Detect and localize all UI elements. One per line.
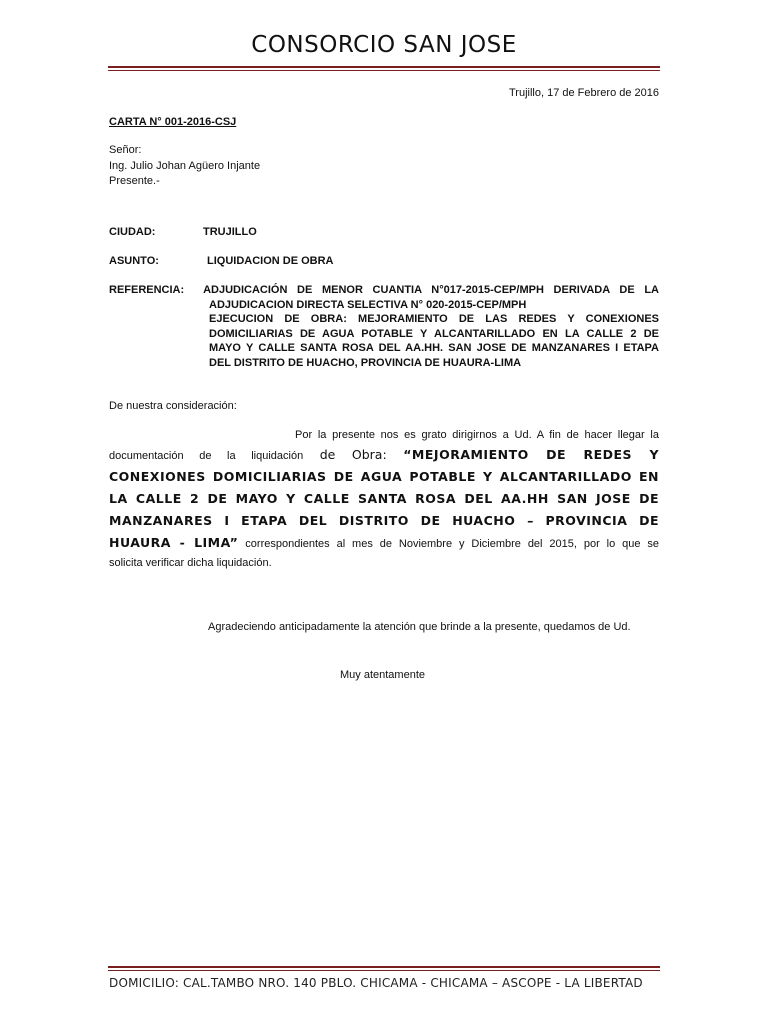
referencia-line-4: DOMICILIARIAS DE AGUA POTABLE Y ALCANTARILLADO EN LA CALLE 2 DE bbox=[209, 327, 659, 340]
referencia-line-5: MAYO Y CALLE SANTA ROSA DEL AA.HH. SAN JOSE DE MANZANARES I ETAPA bbox=[209, 342, 659, 354]
referencia-label: REFERENCIA: bbox=[109, 284, 185, 296]
footer-divider bbox=[108, 966, 660, 971]
letter-body bbox=[109, 426, 659, 572]
referencia-line-3: EJECUCION DE OBRA: MEJORAMIENTO DE LAS REDES Y CONEXIONES bbox=[209, 313, 659, 325]
body-line-2-mid: de Obra: bbox=[303, 447, 404, 462]
ciudad-value: TRUJILLO bbox=[203, 226, 257, 238]
recipient-presente: Presente.- bbox=[109, 175, 160, 187]
body-line-7: solicita verificar dicha liquidación. bbox=[109, 557, 272, 569]
body-line-6-rest: correspondientes al mes de Noviembre y Diciembre del 2015, por lo que se bbox=[238, 538, 660, 550]
thanks-paragraph: Agradeciendo anticipadamente la atención que brinde a la presente, quedamos de Ud. bbox=[208, 621, 631, 633]
body-line-6-bold: HUAURA - LIMA” bbox=[109, 535, 239, 550]
body-line-5: MANZANARES I ETAPA DEL DISTRITO DE HUACHO – PROVINCIA DE bbox=[109, 513, 659, 528]
letter-date: Trujillo, 17 de Febrero de 2016 bbox=[508, 87, 659, 99]
body-line-2 bbox=[109, 444, 659, 466]
body-line-1: Por la presente nos es grato dirigirnos a Ud. A fin de hacer llegar la bbox=[295, 429, 659, 441]
body-line-2-pre: documentación de la liquidación bbox=[109, 450, 304, 462]
ciudad-label: CIUDAD: bbox=[109, 226, 156, 238]
referencia-line-1 bbox=[109, 283, 659, 298]
referencia-line-6: DEL DISTRITO DE HUACHO, PROVINCIA DE HUAURA-LIMA bbox=[209, 356, 522, 369]
body-line-3: CONEXIONES DOMICILIARIAS DE AGUA POTABLE Y ALCANTARILLADO EN bbox=[109, 469, 659, 484]
body-line-4: LA CALLE 2 DE MAYO Y CALLE SANTA ROSA DEL AA.HH SAN JOSE DE bbox=[109, 491, 659, 506]
recipient-name: Ing. Julio Johan Agüero Injante bbox=[109, 159, 261, 172]
referencia-block bbox=[109, 283, 659, 370]
body-line-6 bbox=[109, 532, 659, 554]
referencia-text-1: ADJUDICACIÓN DE MENOR CUANTIA N°017-2015-CEP/MPH DERIVADA DE LA bbox=[203, 284, 659, 296]
letter-reference-number: CARTA N° 001-2016-CSJ bbox=[109, 116, 237, 128]
referencia-line-2: ADJUDICACION DIRECTA SELECTIVA N° 020-2015-CEP/MPH bbox=[209, 298, 527, 311]
header-divider bbox=[108, 66, 660, 71]
company-title: CONSORCIO SAN JOSE bbox=[251, 32, 517, 58]
closing-line: Muy atentamente bbox=[340, 669, 425, 681]
recipient-block bbox=[109, 143, 260, 190]
footer-address: DOMICILIO: CAL.TAMBO NRO. 140 PBLO. CHICAMA - CHICAMA – ASCOPE - LA LIBERTAD bbox=[109, 976, 643, 990]
body-line-2-bold: “MEJORAMIENTO DE REDES Y bbox=[403, 447, 659, 462]
recipient-salutation: Señor: bbox=[109, 144, 142, 156]
asunto-label: ASUNTO: bbox=[109, 255, 159, 267]
salute: De nuestra consideración: bbox=[109, 400, 237, 412]
asunto-value: LIQUIDACION DE OBRA bbox=[207, 255, 334, 267]
